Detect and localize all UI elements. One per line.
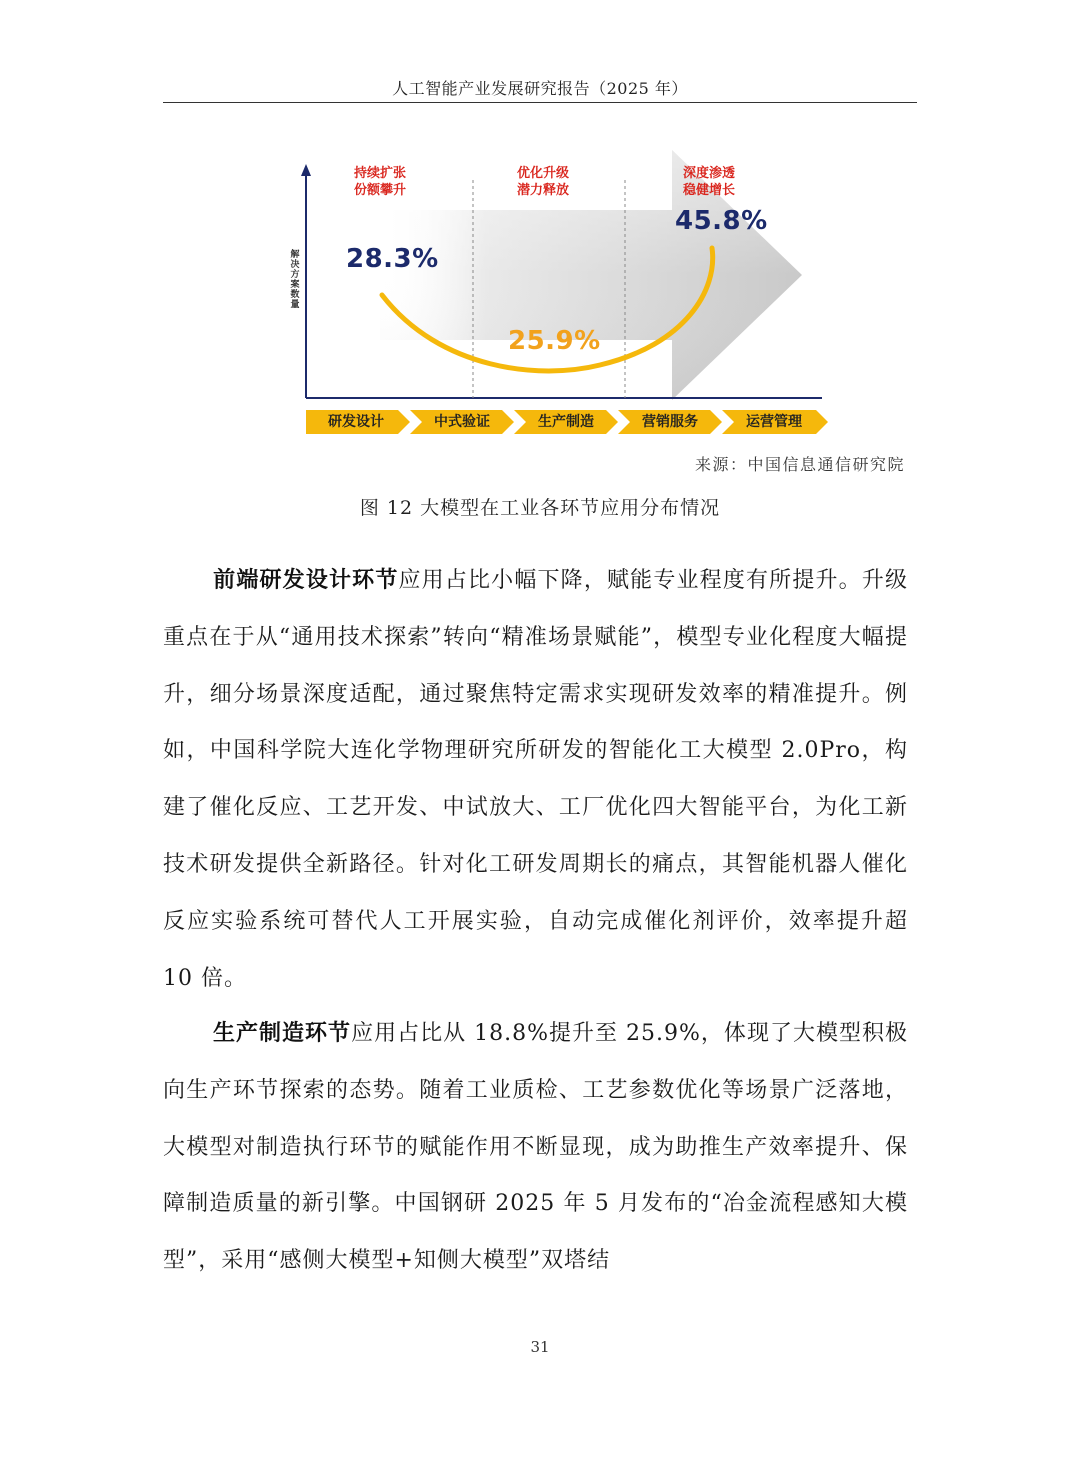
- stage-label-5: 运营管理: [746, 414, 802, 430]
- figure-chart: [270, 150, 840, 440]
- running-head: 人工智能产业发展研究报告（2025 年）: [392, 79, 688, 98]
- stage-label-1: 研发设计: [328, 414, 384, 430]
- phase-label-1: 持续扩张 份额攀升: [354, 166, 407, 198]
- growth-arrow-shade: [380, 150, 802, 400]
- phase-label-3: 深度渗透 稳健增长: [683, 166, 736, 198]
- pct-label-1: 28.3%: [346, 244, 439, 274]
- pct-label-2: 25.9%: [508, 326, 601, 356]
- pct-label-3: 45.8%: [675, 206, 768, 236]
- paragraph-text: 应用占比小幅下降，赋能专业程度有所提升。升级重点在于从“通用技术探索”转向“精准场景赋能”，模型专业化程度大幅提升，细分场景深度适配，通过聚焦特定需求实现研发效率的精准提升。例如，中国科学院大连化学物理研究所研发的智能化工大模型 2.0Pro，构建了催化反应、工艺开发、中试放大、工厂优化四大智能平台，为化工新技术研发提供全新路径。针对化工研发周期长的痛点，其智能机器人催化反应实验系统可替代人工开展实验，自动完成催化剂评价，效率提升超 10 倍。: [163, 568, 908, 991]
- phase-label-2: 优化升级 潜力释放: [517, 166, 570, 198]
- paragraph-text: 应用占比从 18.8%提升至 25.9%，体现了大模型积极向生产环节探索的态势。随着工业质检、工艺参数优化等场景广泛落地，大模型对制造执行环节的赋能作用不断显现，成为助推生产效率提升、保障制造质量的新引擎。中国钢研 2025 年 5 月发布的“冶金流程感知大模型”，采用“感侧大模型+知侧大模型”双塔结: [163, 1021, 908, 1274]
- paragraph-rd-design: [163, 553, 908, 1007]
- figure-caption: 图 12 大模型在工业各环节应用分布情况: [359, 497, 721, 519]
- figure-source: 来源：中国信息通信研究院: [694, 455, 905, 474]
- page-number: 31: [530, 1338, 550, 1356]
- stage-label-4: 营销服务: [642, 414, 698, 430]
- stage-label-2: 中式验证: [434, 414, 490, 430]
- y-axis-arrowhead: [301, 164, 311, 176]
- paragraph-manufacturing: [163, 1006, 908, 1290]
- paragraph-lead: 生产制造环节: [213, 1021, 352, 1046]
- y-axis-label: 解决方案数量: [290, 250, 300, 310]
- header-rule: [163, 102, 917, 103]
- paragraph-lead: 前端研发设计环节: [213, 568, 399, 593]
- stage-label-3: 生产制造: [538, 414, 594, 430]
